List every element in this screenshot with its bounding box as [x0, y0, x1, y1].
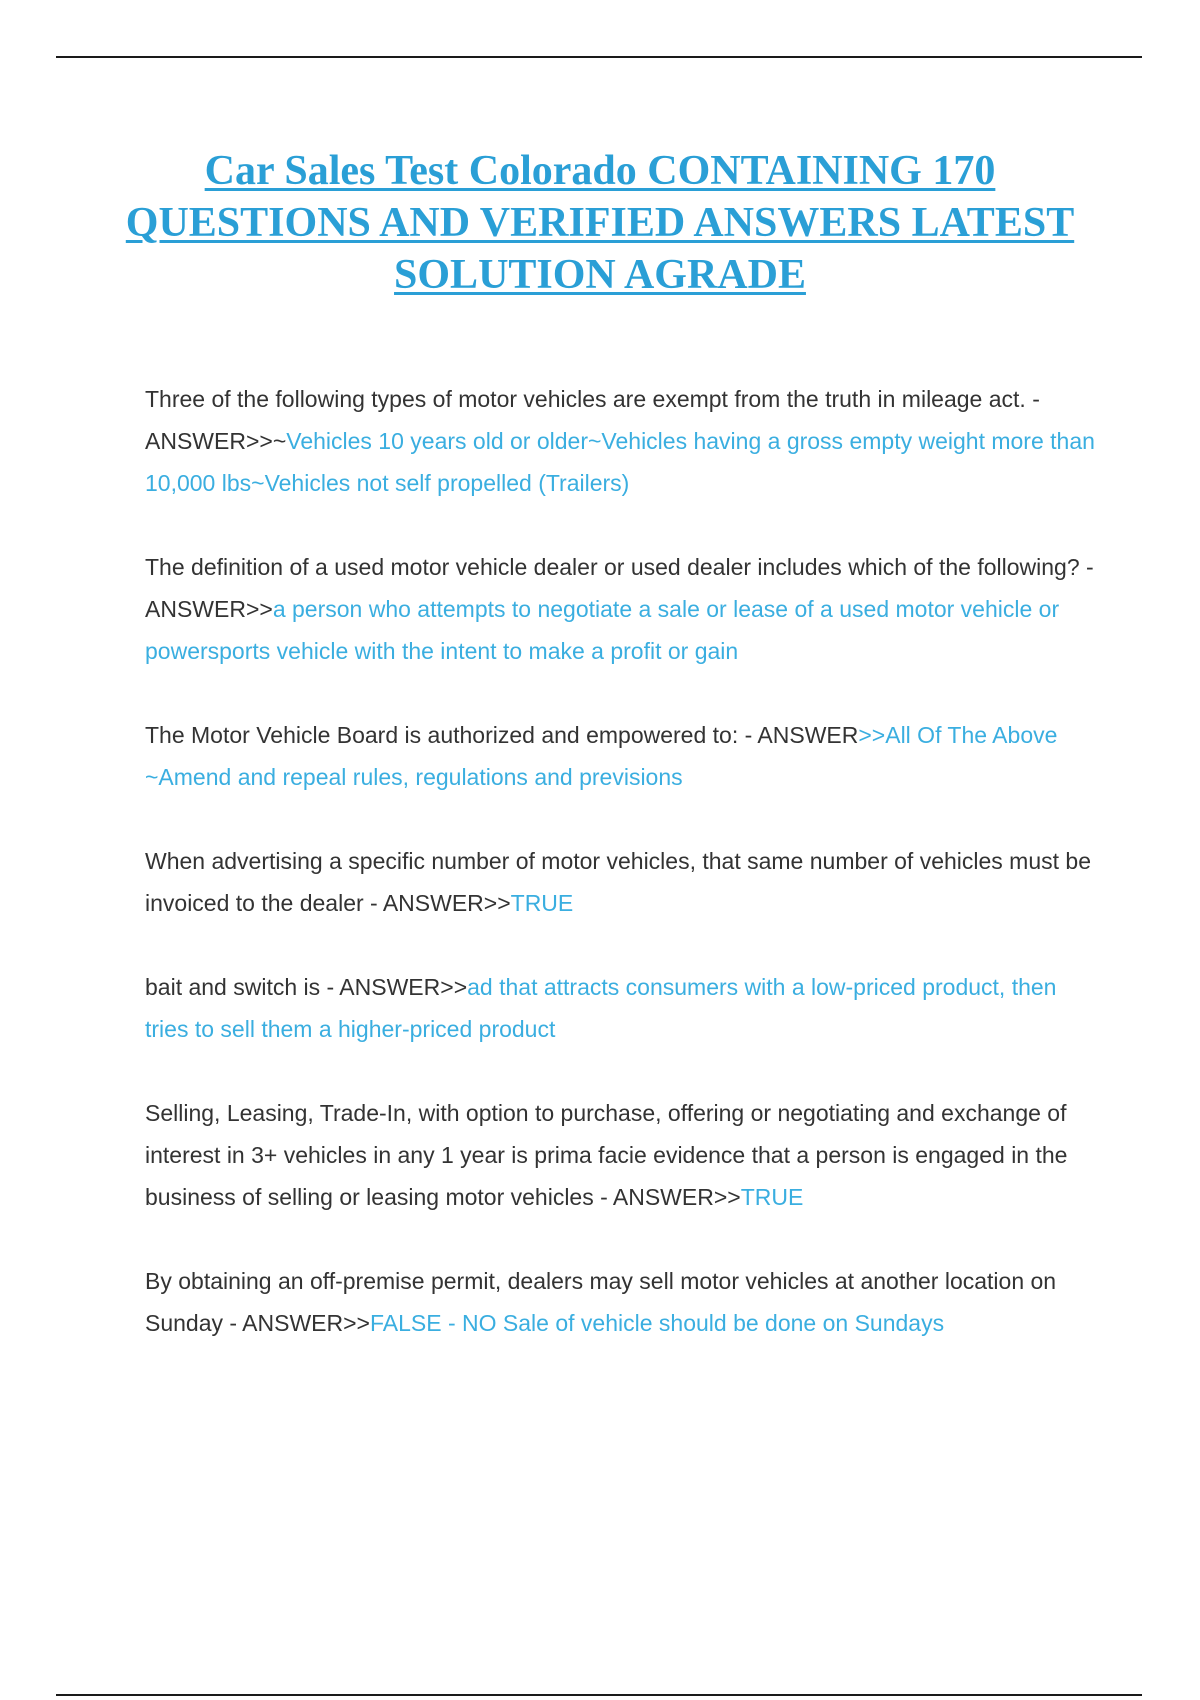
question-text: Three of the following types of motor vehicles are exempt from the truth in mileage act. - ANSWER>>~ — [145, 386, 1040, 454]
answer-text: ad that attracts consumers with a low-priced product, then tries to sell them a higher-priced product — [145, 974, 1057, 1042]
qa-item-3 — [145, 714, 1105, 798]
qa-item-5 — [145, 966, 1105, 1050]
question-text: Selling, Leasing, Trade-In, with option to purchase, offering or negotiating and exchange of interest in 3+ vehicles in any 1 year is prima facie evidence that a person is engaged in the business of selling or leasing motor vehicles - ANSWER>> — [145, 1100, 1068, 1210]
bottom-rule — [56, 1694, 1142, 1696]
qa-item-2 — [145, 546, 1105, 672]
answer-text: >>All Of The Above — [858, 722, 1058, 748]
question-text: The Motor Vehicle Board is authorized and empowered to: - ANSWER — [145, 722, 859, 748]
answer-text: TRUE — [510, 890, 574, 916]
qa-item-7 — [145, 1260, 1105, 1344]
question-text: By obtaining an off-premise permit, dealers may sell motor vehicles at another location on Sunday - ANSWER>> — [145, 1268, 1057, 1336]
qa-item-1 — [145, 378, 1105, 504]
answer-text: FALSE - NO Sale of vehicle should be done on Sundays — [370, 1310, 945, 1336]
question-text: The definition of a used motor vehicle dealer or used dealer includes which of the following? - ANSWER>> — [145, 554, 1094, 622]
answer-text: TRUE — [740, 1184, 804, 1210]
qa-item-4 — [145, 840, 1105, 924]
qa-list — [145, 378, 1105, 1386]
question-text: When advertising a specific number of motor vehicles, that same number of vehicles must be invoiced to the dealer - ANSWER>> — [145, 848, 1091, 916]
top-rule — [56, 56, 1142, 58]
answer-text: a person who attempts to negotiate a sale or lease of a used motor vehicle or powersports vehicle with the intent to make a profit or gain — [145, 596, 1060, 664]
question-text: bait and switch is - ANSWER>> — [145, 974, 468, 1000]
qa-item-6 — [145, 1092, 1105, 1218]
answer-extra-text: ~Amend and repeal rules, regulations and previsions — [145, 764, 683, 790]
document-title: Car Sales Test Colorado CONTAINING 170 QUESTIONS AND VERIFIED ANSWERS LATEST SOLUTION AGRADE — [125, 148, 1075, 298]
answer-text: Vehicles 10 years old or older~Vehicles having a gross empty weight more than 10,000 lbs~Vehicles not self propelled (Trailers) — [145, 428, 1095, 496]
